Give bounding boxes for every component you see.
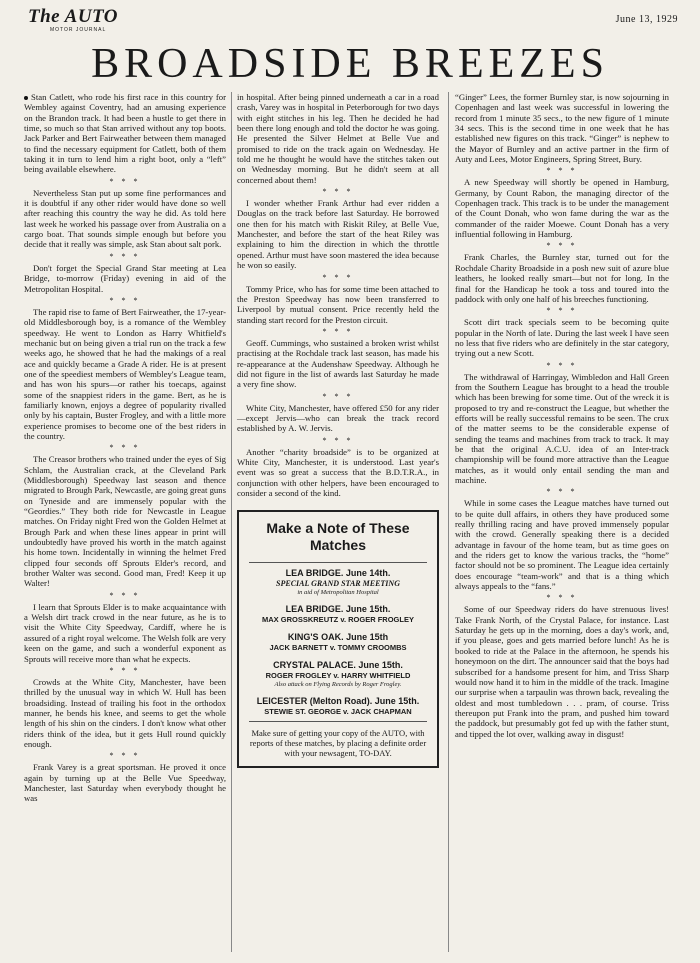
article-paragraph: Scott dirt track specials seem to be becoming quite popular in the North of late. During the last week I have seen no less that five riders who are definitely in the star category, trying out a new Scott.	[455, 317, 669, 359]
article-paragraph: A new Speedway will shortly be opened in Hamburg, Germany, by Count Rabon, the managing director of the Copenhagen track. This track is to be under the management of the Count Donah, who won fame during the war as the commander of the raider Moewe. Count Donah has a very influential following in Hamburg.	[455, 177, 669, 240]
article-paragraph: Crowds at the White City, Manchester, have been thrilled by the unusual way in which W. Hull has been broadsiding. Instead of trailing his foot in the orthodox manner, he bends his knee, and seems to get the whole length of his shin on the cinders. I don't know what other riders think of the idea, but it gets Hull round quickly enough.	[24, 676, 226, 749]
fixture-venue: LEA BRIDGE. June 14th.	[285, 568, 391, 579]
paragraph-separator: * * *	[546, 593, 578, 603]
article-paragraph: I learn that Sprouts Elder is to make acquaintance with a Welsh dirt track crowd in the near future, as he is to visit the White City Speedway, Cardiff, where he is assured of a right royal welcome. The Welsh folk are very keen on the game, and such a wonderful exponent as Sprouts will receive more than what he expects.	[24, 601, 226, 664]
fixture-venue: CRYSTAL PALACE. June 15th.	[273, 660, 403, 671]
article-paragraph: Frank Charles, the Burnley star, turned out for the Rochdale Charity Broadside in a posh new suit of azure blue leathers, he looked really smart—but not for long. In the final for the Handicap he took a toss and toured into the paddock with only one half of his breeches functioning.	[455, 252, 669, 304]
article-paragraph: in hospital. After being pinned underneath a car in a road crash, Varey was in hospital in Peterborough for two days with eight stitches in his leg. Then he decided he had been there long enough and told the doctor he was going. He presented the Silver Helmet at Belle Vue and promised to ride on the track again on Wednesday. He told me he thought he would have the stitches taken out on Wednesday morning. But he didn't seem at all concerned about them!	[237, 92, 439, 185]
divider	[249, 721, 427, 722]
article-paragraph: Geoff. Cummings, who sustained a broken wrist whilst practising at the Rochdale track last season, has made his re-appearance at the Audenshaw Speedway. Although he did not figure in the list of awards last Saturday he made a very fine show.	[237, 337, 439, 390]
paragraph-separator: * * *	[109, 176, 141, 186]
article-paragraph: Another “charity broadside” is to be organized at White City, Manchester, it is understood. Last year's event was so great a success that the B.D.T.R.A., in conjunction with other helpers, have been encouraged to consider a second of the kind.	[237, 446, 439, 498]
fixture-venue: LEICESTER (Melton Road). June 15th.	[256, 696, 420, 707]
paragraph-separator: * * *	[322, 435, 354, 445]
page-headline: BROADSIDE BREEZES	[91, 41, 609, 87]
column-2-text	[237, 92, 439, 498]
article-paragraph: Nevertheless Stan put up some fine performances and it is doubtful if any other rider would have done so well after reaching this country the way he did. As told here last week he worked his passage over from Australia on a cargo boat. That sounds simple enough but before you decide that it really was simple, ask Stan about salt pork.	[24, 187, 226, 250]
fixture-subnote: in aid of Metropolitan Hospital	[297, 589, 379, 597]
article-paragraph: Tommy Price, who has for some time been attached to the Preston Speedway has now been transferred to Liverpool by mutual consent. Price recently held the standing start record for the Preston circuit.	[237, 283, 439, 325]
article-paragraph: Some of our Speedway riders do have strenuous lives! Take Frank North, of the Crystal Palace, for instance. Last Saturday he gets up in the morning, does a day's work, and, if you please, goes and gets married before lunch! As he is booked to ride at the Palace in the afternoon, he spends his honeymoon on the dirt. The announcer said that the boys had subscribed for a handsome present for him, and Triss Sharp would now hand it to him in the middle of the track. Imagine our surprise when a tarpaulin was thrown back, revealing the oldest and most tumbledown . . . pram, of course. Triss thereupon put Frank into the pram, and pushed him toward the paddock, but presumably got fed up with the father stunt, and tipped the lot over, walking away in disgust!	[455, 604, 669, 739]
fixtures-box-title: Make a Note of These Matches	[266, 520, 410, 554]
article-paragraph: White City, Manchester, have offered £50 for any rider—except Jervis—who can break the track record established by A. W. Jervis.	[237, 402, 439, 434]
paragraph-separator: * * *	[109, 665, 141, 675]
article-column-1	[24, 92, 226, 804]
fixture-riders: MAX GROSSKREUTZ v. ROGER FROGLEY	[262, 615, 414, 625]
paragraph-separator: * * *	[109, 295, 141, 305]
fixture-subnote: Also attack on Flying Records by Roger Frogley.	[274, 681, 402, 689]
fixtures-box	[237, 510, 439, 768]
fixture-riders: ROGER FROGLEY v. HARRY WHITFIELD	[265, 671, 411, 681]
paragraph-separator: * * *	[322, 187, 354, 197]
paragraph-separator: * * *	[322, 272, 354, 282]
divider	[249, 562, 427, 563]
paragraph-separator: * * *	[109, 443, 141, 453]
column-divider	[231, 92, 232, 952]
fixture-item	[243, 689, 433, 717]
paragraph-separator: * * *	[109, 251, 141, 261]
issue-date: June 13, 1929	[615, 14, 678, 25]
fixture-item	[243, 567, 433, 597]
fixture-item	[243, 653, 433, 689]
article-paragraph	[24, 92, 226, 175]
fixture-venue: KING'S OAK. June 15th	[287, 632, 389, 643]
article-paragraph: The rapid rise to fame of Bert Fairweather, the 17-year-old Middlesborough boy, is a romance of the Wembley speedway. He went to London as Harry Whitfield's mechanic but on being given a trial run on the track a few weeks ago, he showed that he had the makings of a real ace and quickly became a Grade A rider. He is at present one of the speediest members of Wembley's League team, and has won his spurs—or rather his toecaps, against some of the snappiest riders in the game. Bert, as he is familiarly known, enjoys a degree of popularity rivalled only by his captain, Buster Frogley, and with a little more experience promises to become one of the best riders in the country.	[24, 306, 226, 441]
article-paragraph: Frank Varey is a great sportsman. He proved it once again by turning up at the Belle Vue Speedway, Manchester, last Saturday when everybody thought he was	[24, 762, 226, 804]
article-column-3	[455, 92, 669, 739]
paragraph-separator: * * *	[546, 306, 578, 316]
fixture-item	[243, 625, 433, 653]
article-paragraph: Don't forget the Special Grand Star meeting at Lea Bridge, to-morrow (Friday) evening in aid of the Metropolitan Hospital.	[24, 262, 226, 294]
bullet-icon	[24, 96, 28, 100]
paragraph-text: Stan Catlett, who rode his first race in this country for Wembley against Coventry, had an amusing experience on the Brandon track. It had been a hustle to get there in time, so much so that Stan arrived without any top boots. Jack Parker and Bert Fairweather between them managed to find the necessary equipment for Catlett, both of them taking it in turn to lend him a right boot, only a “left” being available elsewhere.	[24, 92, 226, 175]
magazine-logo: The AUTO	[28, 6, 119, 27]
paragraph-separator: * * *	[109, 751, 141, 761]
article-column-2	[237, 92, 439, 768]
article-paragraph: The withdrawal of Harringay, Wimbledon and Hall Green from the Southern League has brought to a head the trouble which has been brewing for some time. Out of the wreck it is proposed to try and re-construct the League, but whether the efforts will be really successful remains to be seen. The crux of the matter seems to be the considerable expense of sending the teams and machines from track to track. It may be that the original A.C.U. idea of an Inter-track championship will be found more attractive than the League matches, as it would only entail sending the man and machine.	[455, 371, 669, 485]
paragraph-separator: * * *	[546, 241, 578, 251]
column-divider	[448, 92, 449, 952]
paragraph-separator: * * *	[546, 487, 578, 497]
masthead	[28, 6, 678, 38]
fixture-riders: JACK BARNETT v. TOMMY CROOMBS	[269, 643, 407, 653]
paragraph-separator: * * *	[109, 590, 141, 600]
fixture-item	[243, 597, 433, 625]
fixtures-footer: Make sure of getting your copy of the AUTO, with reports of these matches, by placing a definite order with your newsagent, TO-DAY.	[249, 728, 427, 759]
paragraph-separator: * * *	[322, 326, 354, 336]
article-paragraph: While in some cases the League matches have turned out to be quite dull affairs, in others they have produced some really thrilling racing and have proved immensely popular with the crowd. Generally speaking there is a decided advantage in favour of the home team, but as time goes on and the riders get to know the various tracks, the “home” factor should not be so prominent. The League idea certainly does encourage “team-work” and that is a thing which always appeals to the “fans.”	[455, 498, 669, 592]
article-paragraph: “Ginger” Lees, the former Burnley star, is now sojourning in Copenhagen and last week was successful in lowering the record from 1 minute 35 secs., to the new figure of 1 minute 34 secs. This is the second time in one week that he has established new figures on this track. “Ginger” is nephew to the Mayor of Burnley and an active partner in the firm of Auty and Lees, Motor Engineers, Spring Street, Bury.	[455, 92, 669, 165]
paragraph-separator: * * *	[546, 360, 578, 370]
article-paragraph: I wonder whether Frank Arthur had ever ridden a Douglas on the track before last Saturday. He borrowed one then for his match with Riskit Riley, at Belle Vue, Manchester, and before the start of the heat Riley was explaining to him the direction in which the throttle opened. Arthur must have soon mastered the idea because he won so easily.	[237, 198, 439, 271]
fixture-riders: STEWIE ST. GEORGE v. JACK CHAPMAN	[264, 707, 412, 717]
paragraph-separator: * * *	[546, 166, 578, 176]
fixture-note: SPECIAL GRAND STAR MEETING	[276, 579, 400, 589]
magazine-logo-subtitle: MOTOR JOURNAL	[50, 27, 107, 33]
fixtures-list	[243, 567, 433, 717]
fixture-venue: LEA BRIDGE. June 15th.	[285, 604, 391, 615]
article-paragraph: The Creasor brothers who trained under the eyes of Sig Schlam, the Australian crack, at the Cleveland Park (Middlesborough) Speedway last season and thence migrated to Brough Park, Newcastle, are going great guns on Tyneside and are immensely popular with the “Geordies.” They both ride for Newcastle in League matches. On Friday night Fred won the Golden Helmet at Brough Park and when these lines appear in print will undoubtedly have proved his worth in the match against his home town. Incidentally in winning the helmet Fred clipped four seconds off Sprouts Elder's record, and brother Walter was second. Good man, Fred! Keep it up Walter!	[24, 454, 226, 589]
paragraph-separator: * * *	[322, 391, 354, 401]
